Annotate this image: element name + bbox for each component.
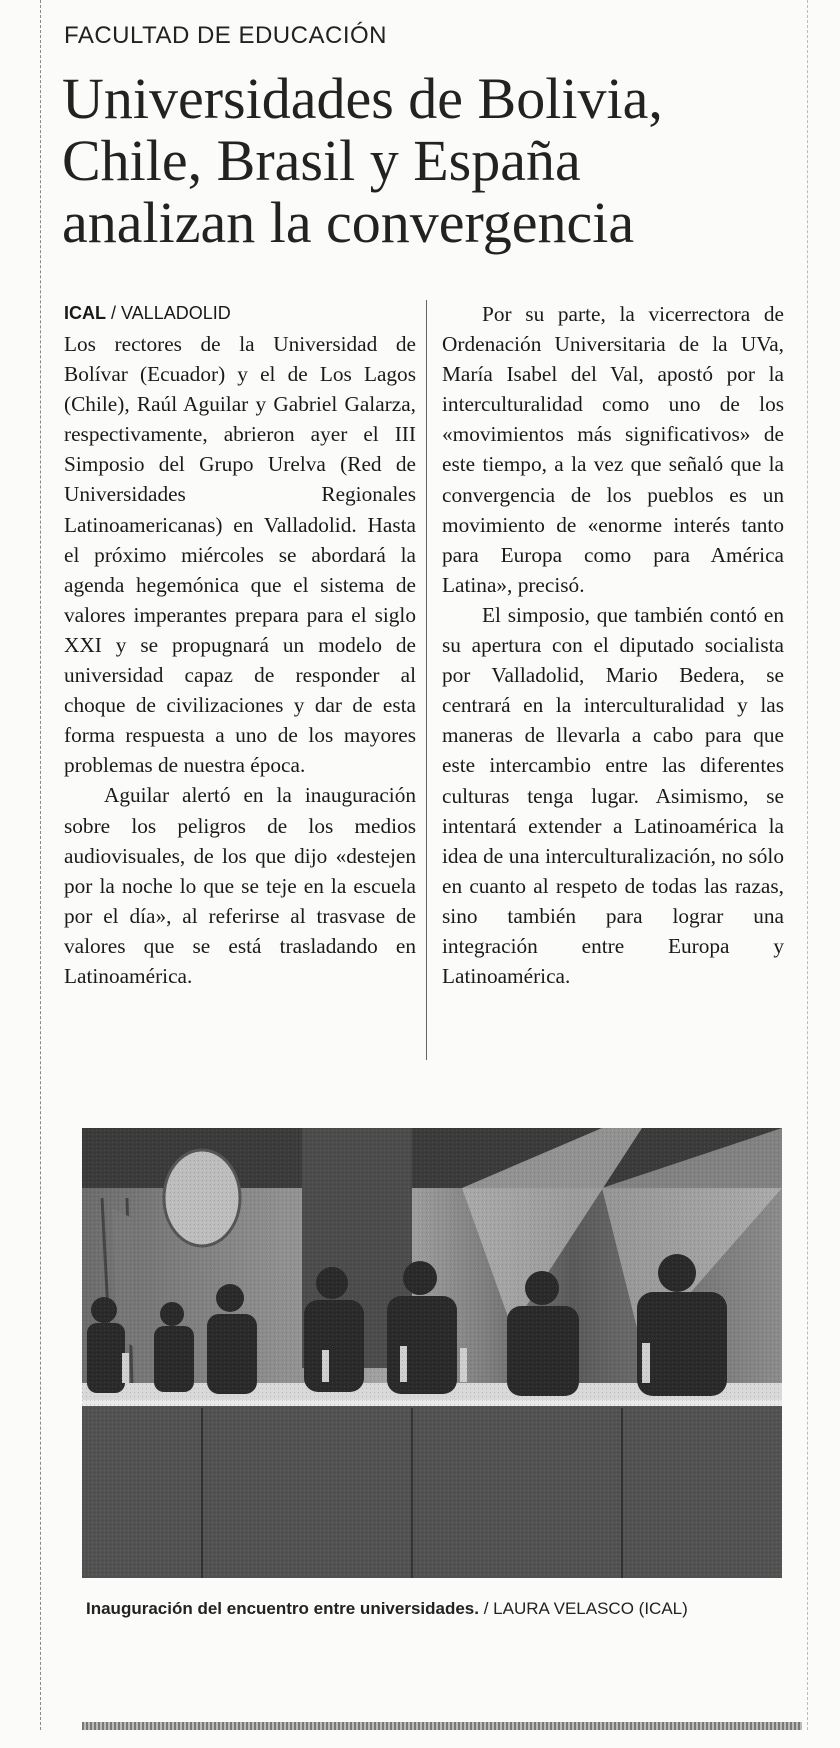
caption-credit: / LAURA VELASCO (ICAL) [478,1599,688,1618]
headline-line-2: Chile, Brasil y España [62,128,581,193]
right-margin-line [807,0,808,1730]
byline-agency: ICAL [64,303,106,323]
news-photo [82,1128,782,1578]
caption-text: Inauguración del encuentro entre universidades. [86,1599,479,1618]
article-column-left [64,329,416,991]
column-divider [426,300,427,1060]
headline [62,68,792,254]
bottom-rule [82,1722,802,1730]
byline-place: / VALLADOLID [106,303,231,323]
photo-caption [86,1599,688,1619]
article-column-right [442,299,784,991]
paragraph: El simposio, que también contó en su apertura con el diputado socialista por Valladolid, Mario Bedera, se centrará en la interculturalidad y las maneras de llevarla a cabo para que este intercambio entre las diferentes culturas tenga lugar. Asimismo, se intentará extender a Latinoamérica la idea de una interculturalización, no sólo en cuanto al respeto de todas las razas, sino también para lograr una integración entre Europa y Latinoamérica. [442,602,784,989]
section-label: FACULTAD DE EDUCACIÓN [64,22,387,49]
byline [64,303,231,324]
paragraph: Aguilar alertó en la inauguración sobre los peligros de los medios audiovisuales, de los que dijo «destejen por la noche lo que se teje en la escuela por el día», al referirse al trasvase de valores que se está trasladando en Latinoamérica. [64,783,416,988]
headline-line-3: analizan la convergencia [62,190,635,255]
photo-illustration [82,1128,782,1578]
paragraph: Los rectores de la Universidad de Bolívar (Ecuador) y el de Los Lagos (Chile), Raúl Aguilar y Gabriel Galarza, respectivamente, abrieron ayer el III Simposio del Grupo Urelva (Red de Universidades Regionales Latinoamericanas) en Valladolid. Hasta el próximo miércoles se abordará la agenda hegemónica que el sistema de valores imperantes prepara para el siglo XXI y se propugnará un modelo de universidad capaz de responder al choque de civilizaciones y dar de esta forma respuesta a uno de los mayores problemas de nuestra época. [64,332,416,778]
headline-line-1: Universidades de Bolivia, [62,66,663,131]
paragraph: Por su parte, la vicerrectora de Ordenación Universitaria de la UVa, María Isabel del Val, apostó por la interculturalidad como uno de los «movimientos más significativos» de este tiempo, a la vez que señaló que la convergencia de los pueblos es un movimiento de «enorme interés tanto para Europa como para América Latina», precisó. [442,302,784,597]
